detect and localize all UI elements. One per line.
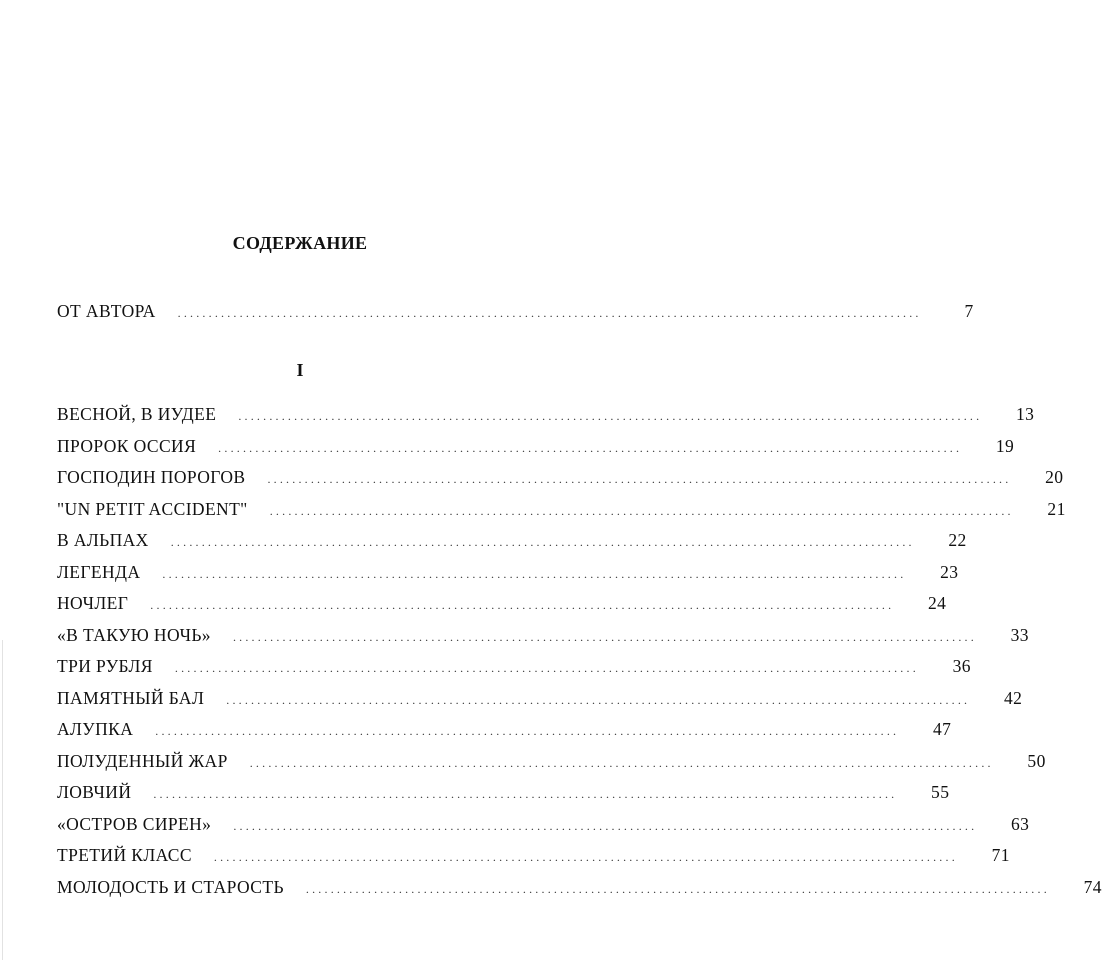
entry-title: «ОСТРОВ СИРЕН» — [57, 813, 212, 834]
dot-leader: ........................................................................................................................ — [153, 787, 898, 801]
entry-title: ГОСПОДИН ПОРОГОВ — [57, 467, 246, 487]
dot-leader: ........................................................................................................................ — [174, 661, 919, 675]
page-edge — [2, 640, 3, 960]
entry-title: НОЧЛЕГ — [57, 593, 129, 613]
entry-title: АЛУПКА — [57, 719, 134, 739]
entry-page: 7 — [964, 301, 974, 321]
dot-leader: ........................................................................................................................ — [269, 503, 1014, 518]
dot-leader: ........................................................................................................................ — [226, 692, 971, 707]
entry-title: ПОЛУДЕННЫЙ ЖАР — [57, 750, 228, 771]
toc-entry[interactable] — [57, 498, 1066, 523]
entry-title: ТРЕТИЙ КЛАСС — [57, 845, 192, 865]
dot-leader: ........................................................................................................................ — [218, 440, 963, 455]
entry-page: 19 — [995, 435, 1015, 456]
toc-entry[interactable] — [57, 593, 947, 617]
entry-page: 21 — [1047, 498, 1066, 519]
entry-page: 33 — [1010, 624, 1029, 645]
dot-leader: ........................................................................................................................ — [177, 306, 922, 320]
entry-page: 63 — [1011, 813, 1030, 834]
dot-leader: ........................................................................................................................ — [233, 818, 978, 833]
entry-title: МОЛОДОСТЬ И СТАРОСТЬ — [57, 876, 284, 897]
toc-entry[interactable] — [57, 624, 1029, 649]
entry-title: "UN PETIT ACCIDENT" — [57, 498, 248, 519]
entry-title: ЛЕГЕНДА — [57, 561, 141, 582]
dot-leader: ........................................................................................................................ — [150, 598, 895, 612]
entry-title: В АЛЬПАХ — [57, 530, 149, 550]
dot-leader: ........................................................................................................................ — [162, 566, 907, 581]
entry-page: 47 — [932, 719, 952, 739]
entry-title: ВЕСНОЙ, В ИУДЕЕ — [57, 404, 217, 424]
toc-entry[interactable] — [57, 782, 950, 806]
toc-entry-preface[interactable] — [57, 301, 974, 325]
entry-title: ОТ АВТОРА — [57, 301, 156, 321]
entry-page: 71 — [991, 845, 1010, 865]
dot-leader: ........................................................................................................................ — [155, 724, 900, 738]
entry-title: ПРОРОК ОССИЯ — [57, 435, 197, 456]
entry-page: 42 — [1003, 687, 1023, 708]
dot-leader: ........................................................................................................................ — [170, 535, 915, 549]
entry-title: ПАМЯТНЫЙ БАЛ — [57, 687, 205, 708]
page-title: СОДЕРЖАНИЕ — [232, 233, 368, 253]
toc-entry[interactable] — [57, 876, 1102, 901]
toc-entry[interactable] — [57, 404, 1035, 428]
section-heading: I — [296, 360, 304, 380]
toc-entry[interactable] — [57, 656, 971, 680]
entry-page: 36 — [952, 656, 971, 676]
dot-leader: ........................................................................................................................ — [238, 409, 983, 423]
entry-page: 55 — [931, 782, 950, 802]
entry-page: 13 — [1016, 404, 1035, 424]
entry-page: 74 — [1083, 876, 1102, 897]
entry-page: 22 — [948, 530, 967, 550]
dot-leader: ........................................................................................................................ — [249, 755, 994, 770]
entry-title: ЛОВЧИЙ — [57, 782, 132, 802]
entry-page: 24 — [927, 593, 947, 613]
toc-entry[interactable] — [57, 467, 1064, 491]
entry-page: 50 — [1027, 750, 1046, 771]
dot-leader: ........................................................................................................................ — [305, 881, 1050, 896]
toc-entry[interactable] — [57, 845, 1010, 869]
toc-entry[interactable] — [57, 719, 952, 743]
toc-entry[interactable] — [57, 530, 967, 554]
entry-title: ТРИ РУБЛЯ — [57, 656, 153, 676]
toc-entry[interactable] — [57, 750, 1046, 775]
dot-leader: ........................................................................................................................ — [267, 472, 1012, 486]
entry-title: «В ТАКУЮ НОЧЬ» — [57, 624, 211, 645]
dot-leader: ........................................................................................................................ — [232, 629, 977, 644]
entry-page: 23 — [940, 561, 959, 582]
toc-entry[interactable] — [57, 435, 1015, 460]
toc-entry[interactable] — [57, 813, 1030, 838]
toc-entry[interactable] — [57, 687, 1023, 712]
dot-leader: ........................................................................................................................ — [213, 850, 958, 864]
toc-entry[interactable] — [57, 561, 959, 586]
entry-page: 20 — [1045, 467, 1064, 487]
